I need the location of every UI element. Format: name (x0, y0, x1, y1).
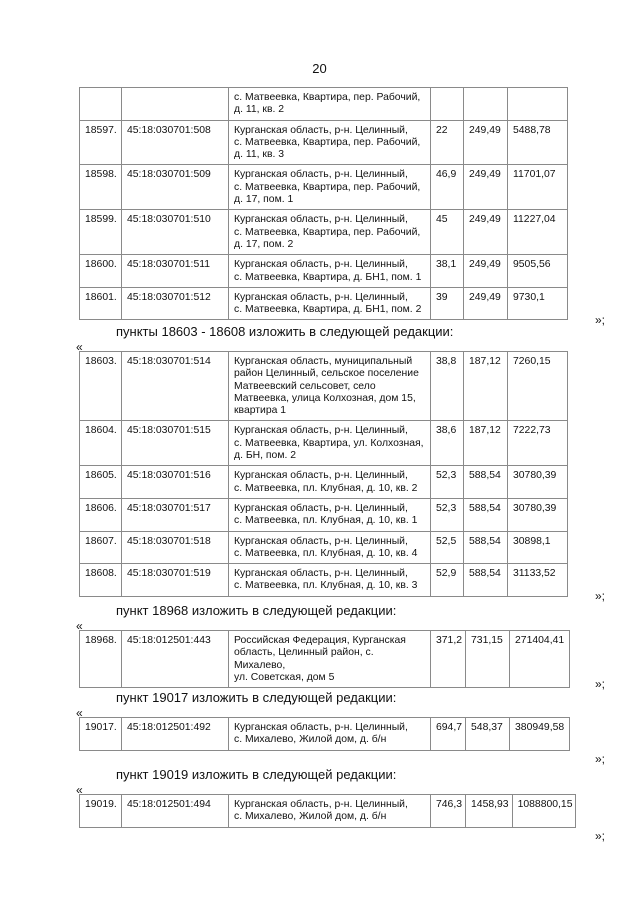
address: Курганская область, муниципальный район Целинный, сельское поселение Матвеевский сельсовет, село Матвеевка, улица Колхозная, дом 15, квартира 1 (229, 352, 431, 421)
cadastral-value: 30898,1 (508, 531, 568, 564)
area: 38,8 (431, 352, 464, 421)
closing-quote: »; (595, 677, 606, 691)
area: 45 (431, 210, 464, 255)
cadastral-number: 45:18:030701:509 (122, 165, 229, 210)
row-number: 18604. (80, 421, 122, 466)
address: Курганская область, р-н. Целинный, с. Матвеевка, Квартира, пер. Рабочий, д. 17, пом. 2 (229, 210, 431, 255)
area: 38,1 (431, 255, 464, 288)
row-number: 18606. (80, 498, 122, 531)
area (431, 88, 464, 121)
area: 746,3 (431, 795, 466, 828)
specific-value: 588,54 (464, 498, 508, 531)
specific-value: 249,49 (464, 287, 508, 320)
specific-value: 588,54 (464, 564, 508, 597)
cadastral-value: 380949,58 (510, 718, 570, 751)
area: 52,9 (431, 564, 464, 597)
table-row (80, 120, 568, 165)
address: Курганская область, р-н. Целинный, с. Матвеевка, пл. Клубная, д. 10, кв. 4 (229, 531, 431, 564)
cadastral-value: 11701,07 (508, 165, 568, 210)
registry-table-5 (79, 794, 576, 828)
table-row (80, 287, 568, 320)
specific-value: 249,49 (464, 255, 508, 288)
cadastral-number: 45:18:030701:512 (122, 287, 229, 320)
opening-quote: « (76, 783, 83, 797)
address: Курганская область, р-н. Целинный, с. Матвеевка, пл. Клубная, д. 10, кв. 2 (229, 466, 431, 499)
address: Курганская область, р-н. Целинный, с. Матвеевка, пл. Клубная, д. 10, кв. 1 (229, 498, 431, 531)
address: с. Матвеевка, Квартира, пер. Рабочий, д. 11, кв. 2 (229, 88, 431, 121)
cadastral-value: 1088800,15 (512, 795, 576, 828)
address: Российская Федерация, Курганская область, Целинный район, с. Михалево, ул. Советская, дом 5 (229, 631, 431, 688)
cadastral-number: 45:18:030701:510 (122, 210, 229, 255)
area: 52,3 (431, 498, 464, 531)
cadastral-number: 45:18:030701:508 (122, 120, 229, 165)
instruction-text: пункт 19019 изложить в следующей редакции: (116, 767, 397, 782)
address: Курганская область, р-н. Целинный, с. Матвеевка, Квартира, д. БН1, пом. 1 (229, 255, 431, 288)
opening-quote: « (76, 706, 83, 720)
table-row (80, 165, 568, 210)
area: 22 (431, 120, 464, 165)
table-row (80, 466, 568, 499)
address: Курганская область, р-н. Целинный, с. Матвеевка, Квартира, ул. Колхозная, д. БН, пом. 2 (229, 421, 431, 466)
table-row (80, 564, 568, 597)
row-number: 18605. (80, 466, 122, 499)
cadastral-number (122, 88, 229, 121)
closing-quote: »; (595, 589, 606, 603)
cadastral-value (508, 88, 568, 121)
cadastral-value: 9505,56 (508, 255, 568, 288)
specific-value: 588,54 (464, 531, 508, 564)
address: Курганская область, р-н. Целинный, с. Матвеевка, Квартира, д. БН1, пом. 2 (229, 287, 431, 320)
closing-quote: »; (595, 313, 606, 327)
cadastral-value: 271404,41 (510, 631, 570, 688)
specific-value: 588,54 (464, 466, 508, 499)
row-number: 18599. (80, 210, 122, 255)
closing-quote: »; (595, 752, 606, 766)
table-row (80, 531, 568, 564)
specific-value: 548,37 (466, 718, 510, 751)
opening-quote: « (76, 340, 83, 354)
cadastral-number: 45:18:030701:516 (122, 466, 229, 499)
instruction-text: пункт 18968 изложить в следующей редакции: (116, 603, 397, 618)
address: Курганская область, р-н. Целинный, с. Матвеевка, Квартира, пер. Рабочий, д. 11, кв. 3 (229, 120, 431, 165)
registry-table-1 (79, 87, 568, 320)
page-number: 20 (312, 61, 327, 76)
specific-value: 187,12 (464, 421, 508, 466)
cadastral-number: 45:18:012501:443 (122, 631, 229, 688)
row-number: 18608. (80, 564, 122, 597)
cadastral-number: 45:18:012501:494 (122, 795, 229, 828)
specific-value: 249,49 (464, 120, 508, 165)
opening-quote: « (76, 619, 83, 633)
registry-table-3 (79, 630, 570, 688)
row-number: 18598. (80, 165, 122, 210)
cadastral-value: 9730,1 (508, 287, 568, 320)
row-number: 19019. (80, 795, 122, 828)
area: 39 (431, 287, 464, 320)
row-number (80, 88, 122, 121)
area: 371,2 (431, 631, 466, 688)
row-number: 19017. (80, 718, 122, 751)
instruction-text: пункт 19017 изложить в следующей редакции: (116, 690, 397, 705)
specific-value: 1458,93 (466, 795, 513, 828)
row-number: 18597. (80, 120, 122, 165)
specific-value: 187,12 (464, 352, 508, 421)
closing-quote: »; (595, 829, 606, 843)
cadastral-number: 45:18:030701:511 (122, 255, 229, 288)
cadastral-number: 45:18:030701:519 (122, 564, 229, 597)
cadastral-value: 31133,52 (508, 564, 568, 597)
specific-value (464, 88, 508, 121)
table-row (80, 210, 568, 255)
row-number: 18603. (80, 352, 122, 421)
cadastral-value: 30780,39 (508, 466, 568, 499)
area: 38,6 (431, 421, 464, 466)
table-row (80, 631, 570, 688)
area: 52,5 (431, 531, 464, 564)
specific-value: 249,49 (464, 210, 508, 255)
instruction-text: пункты 18603 - 18608 изложить в следующей редакции: (116, 324, 454, 339)
table-row (80, 352, 568, 421)
area: 46,9 (431, 165, 464, 210)
cadastral-value: 7260,15 (508, 352, 568, 421)
address: Курганская область, р-н. Целинный, с. Михалево, Жилой дом, д. б/н (229, 795, 431, 828)
specific-value: 249,49 (464, 165, 508, 210)
address: Курганская область, р-н. Целинный, с. Матвеевка, пл. Клубная, д. 10, кв. 3 (229, 564, 431, 597)
table-row (80, 88, 568, 121)
row-number: 18968. (80, 631, 122, 688)
registry-table-4 (79, 717, 570, 751)
cadastral-number: 45:18:030701:515 (122, 421, 229, 466)
cadastral-value: 5488,78 (508, 120, 568, 165)
table-row (80, 255, 568, 288)
area: 52,3 (431, 466, 464, 499)
cadastral-value: 30780,39 (508, 498, 568, 531)
cadastral-value: 11227,04 (508, 210, 568, 255)
specific-value: 731,15 (466, 631, 510, 688)
cadastral-number: 45:18:012501:492 (122, 718, 229, 751)
address: Курганская область, р-н. Целинный, с. Матвеевка, Квартира, пер. Рабочий, д. 17, пом. 1 (229, 165, 431, 210)
cadastral-value: 7222,73 (508, 421, 568, 466)
cadastral-number: 45:18:030701:514 (122, 352, 229, 421)
area: 694,7 (431, 718, 466, 751)
table-row (80, 498, 568, 531)
row-number: 18601. (80, 287, 122, 320)
cadastral-number: 45:18:030701:518 (122, 531, 229, 564)
registry-table-2 (79, 351, 568, 597)
table-row (80, 795, 576, 828)
row-number: 18607. (80, 531, 122, 564)
row-number: 18600. (80, 255, 122, 288)
table-row (80, 718, 570, 751)
address: Курганская область, р-н. Целинный, с. Михалево, Жилой дом, д. б/н (229, 718, 431, 751)
cadastral-number: 45:18:030701:517 (122, 498, 229, 531)
table-row (80, 421, 568, 466)
